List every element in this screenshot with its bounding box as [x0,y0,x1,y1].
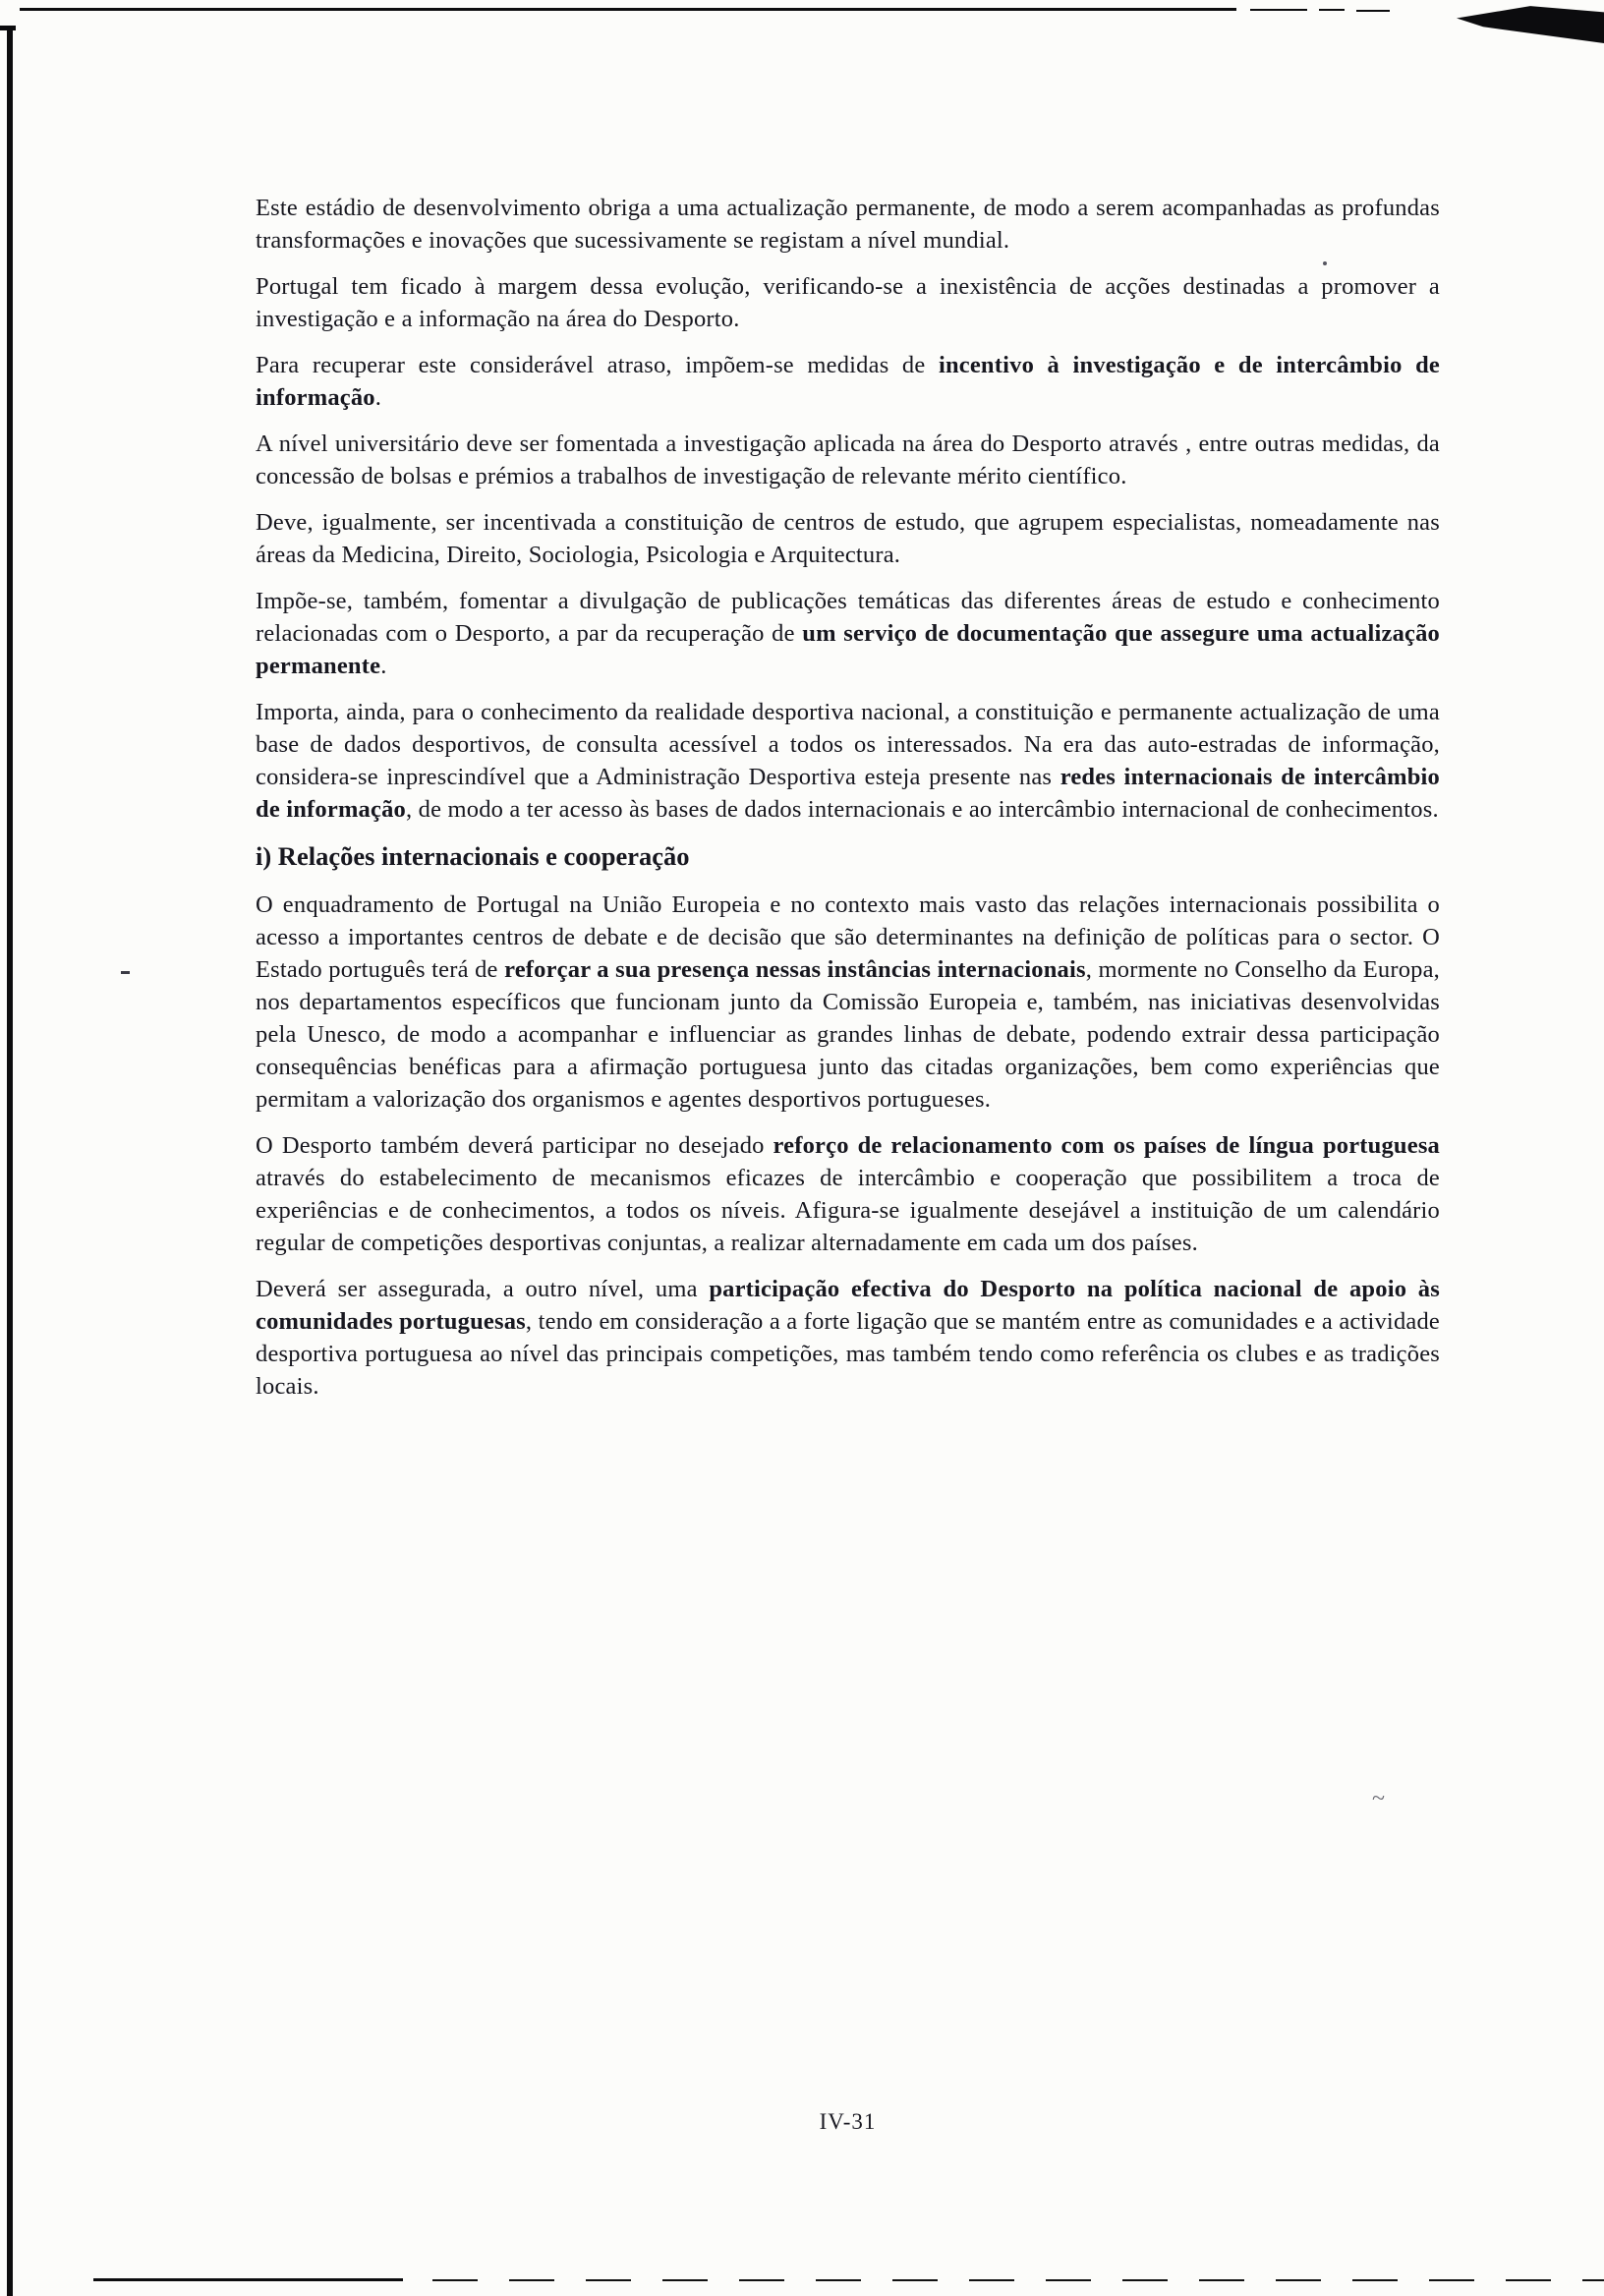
scan-artifact-top-edge-dash [1250,9,1307,11]
document-body [256,192,1440,1416]
bold-text-run: um serviço de documentação que assegure uma actualização permanente [256,620,1440,679]
scan-artifact-left-edge-line [7,26,13,2296]
text-run: A nível universitário deve ser fomentada a investigação aplicada na área do Desporto através , entre outras medidas, da concessão de bolsas e prémios a trabalhos de investigação de relevante mérito científico. [256,430,1440,489]
text-run: Importa, ainda, para o conhecimento da realidade desportiva nacional, a constituição e permanente actualização de uma base de dados desportivos, de consulta acessível a todos os interessados. Na era das auto-estradas de informação, considera-se inprescindível que a Administração Desportiva esteja presente nas [256,699,1440,790]
scan-artifact-top-edge-dash [1319,9,1345,11]
bold-text-run: reforço de relacionamento com os países de língua portuguesa [773,1132,1441,1159]
scan-artifact-top-edge-line [20,8,1236,11]
scan-artifact-bottom-edge-dashes [432,2279,1604,2281]
paragraph [256,696,1440,826]
text-run: O Desporto também deverá participar no desejado [256,1132,773,1159]
paragraph [256,192,1440,257]
text-run: Deverá ser assegurada, a outro nível, uma [256,1276,710,1302]
bold-text-run: i) Relações internacionais e cooperação [256,841,690,871]
bold-text-run: participação efectiva do Desporto na política nacional de apoio às comunidades portuguesas [256,1276,1440,1335]
text-run: Impõe-se, também, fomentar a divulgação de publicações temáticas das diferentes áreas de estudo e conhecimento relacionadas com o Desporto, a par da recuperação de [256,588,1440,647]
scan-speck: ~ [1372,1786,1385,1811]
text-run: , tendo em consideração a a forte ligação que se mantém entre as comunidades e a actividade desportiva portuguesa ao nível das principais competições, mas também tendo como referência os clubes e as tradições locais. [256,1308,1440,1400]
text-run: Este estádio de desenvolvimento obriga a uma actualização permanente, de modo a serem acompanhadas as profundas transformações e inovações que sucessivamente se registam a nível mundial. [256,195,1440,254]
text-run: Deve, igualmente, ser incentivada a constituição de centros de estudo, que agrupem especialistas, nomeadamente nas áreas da Medicina, Direito, Sociologia, Psicologia e Arquitectura. [256,509,1440,568]
text-run: . [380,653,387,679]
text-run: através do estabelecimento de mecanismos eficazes de intercâmbio e cooperação que possibilitem a troca de experiências e de conhecimentos, a todos os níveis. Afigura-se igualmente desejável a instituição de um calendário regular de competições desportivas conjuntas, a realizar alternadamente em cada um dos países. [256,1165,1440,1256]
text-run: Para recuperar este considerável atraso, impõem-se medidas de [256,352,939,378]
bold-text-run: redes internacionais de intercâmbio de informação [256,764,1440,823]
text-run: Portugal tem ficado à margem dessa evolução, verificando-se a inexistência de acções destinadas a promover a investigação e a informação na área do Desporto. [256,273,1440,332]
scan-artifact-corner-fold [1457,0,1604,43]
text-run: . [374,384,382,411]
bold-text-run: reforçar a sua presença nessas instâncias internacionais [504,956,1086,983]
text-run: , mormente no Conselho da Europa, nos departamentos específicos que funcionam junto da Comissão Europeia e, também, nas iniciativas desenvolvidas pela Unesco, de modo a acompanhar e influenciar as grandes linhas de debate, podendo extrair dessa participação consequências benéficas para a afirmação portuguesa junto das citadas organizações, bem como experiências que permitam a valorização dos organismos e agentes desportivos portugueses. [256,956,1441,1113]
paragraph [256,270,1440,335]
text-run: , de modo a ter acesso às bases de dados internacionais e ao intercâmbio internacional de conhecimentos. [405,796,1439,823]
scan-artifact-top-edge-dash [1356,10,1390,12]
paragraph [256,1129,1440,1259]
bold-text-run: incentivo à investigação e de intercâmbio de informação [256,352,1440,411]
page-number: IV-31 [819,2109,877,2134]
paragraph [256,428,1440,492]
paragraph [256,349,1440,414]
paragraph [256,585,1440,682]
text-run: O enquadramento de Portugal na União Europeia e no contexto mais vasto das relações internacionais possibilita o acesso a importantes centros de debate e de decisão que são determinantes na definição de políticas para o sector. O Estado português terá de [256,891,1440,983]
scan-artifact-left-edge-stub [0,26,16,30]
paragraph [256,1273,1440,1403]
paragraph [256,889,1440,1116]
scan-speck [121,971,130,974]
section-heading [256,839,1440,873]
paragraph [256,506,1440,571]
scan-artifact-bottom-edge-line [93,2278,403,2281]
